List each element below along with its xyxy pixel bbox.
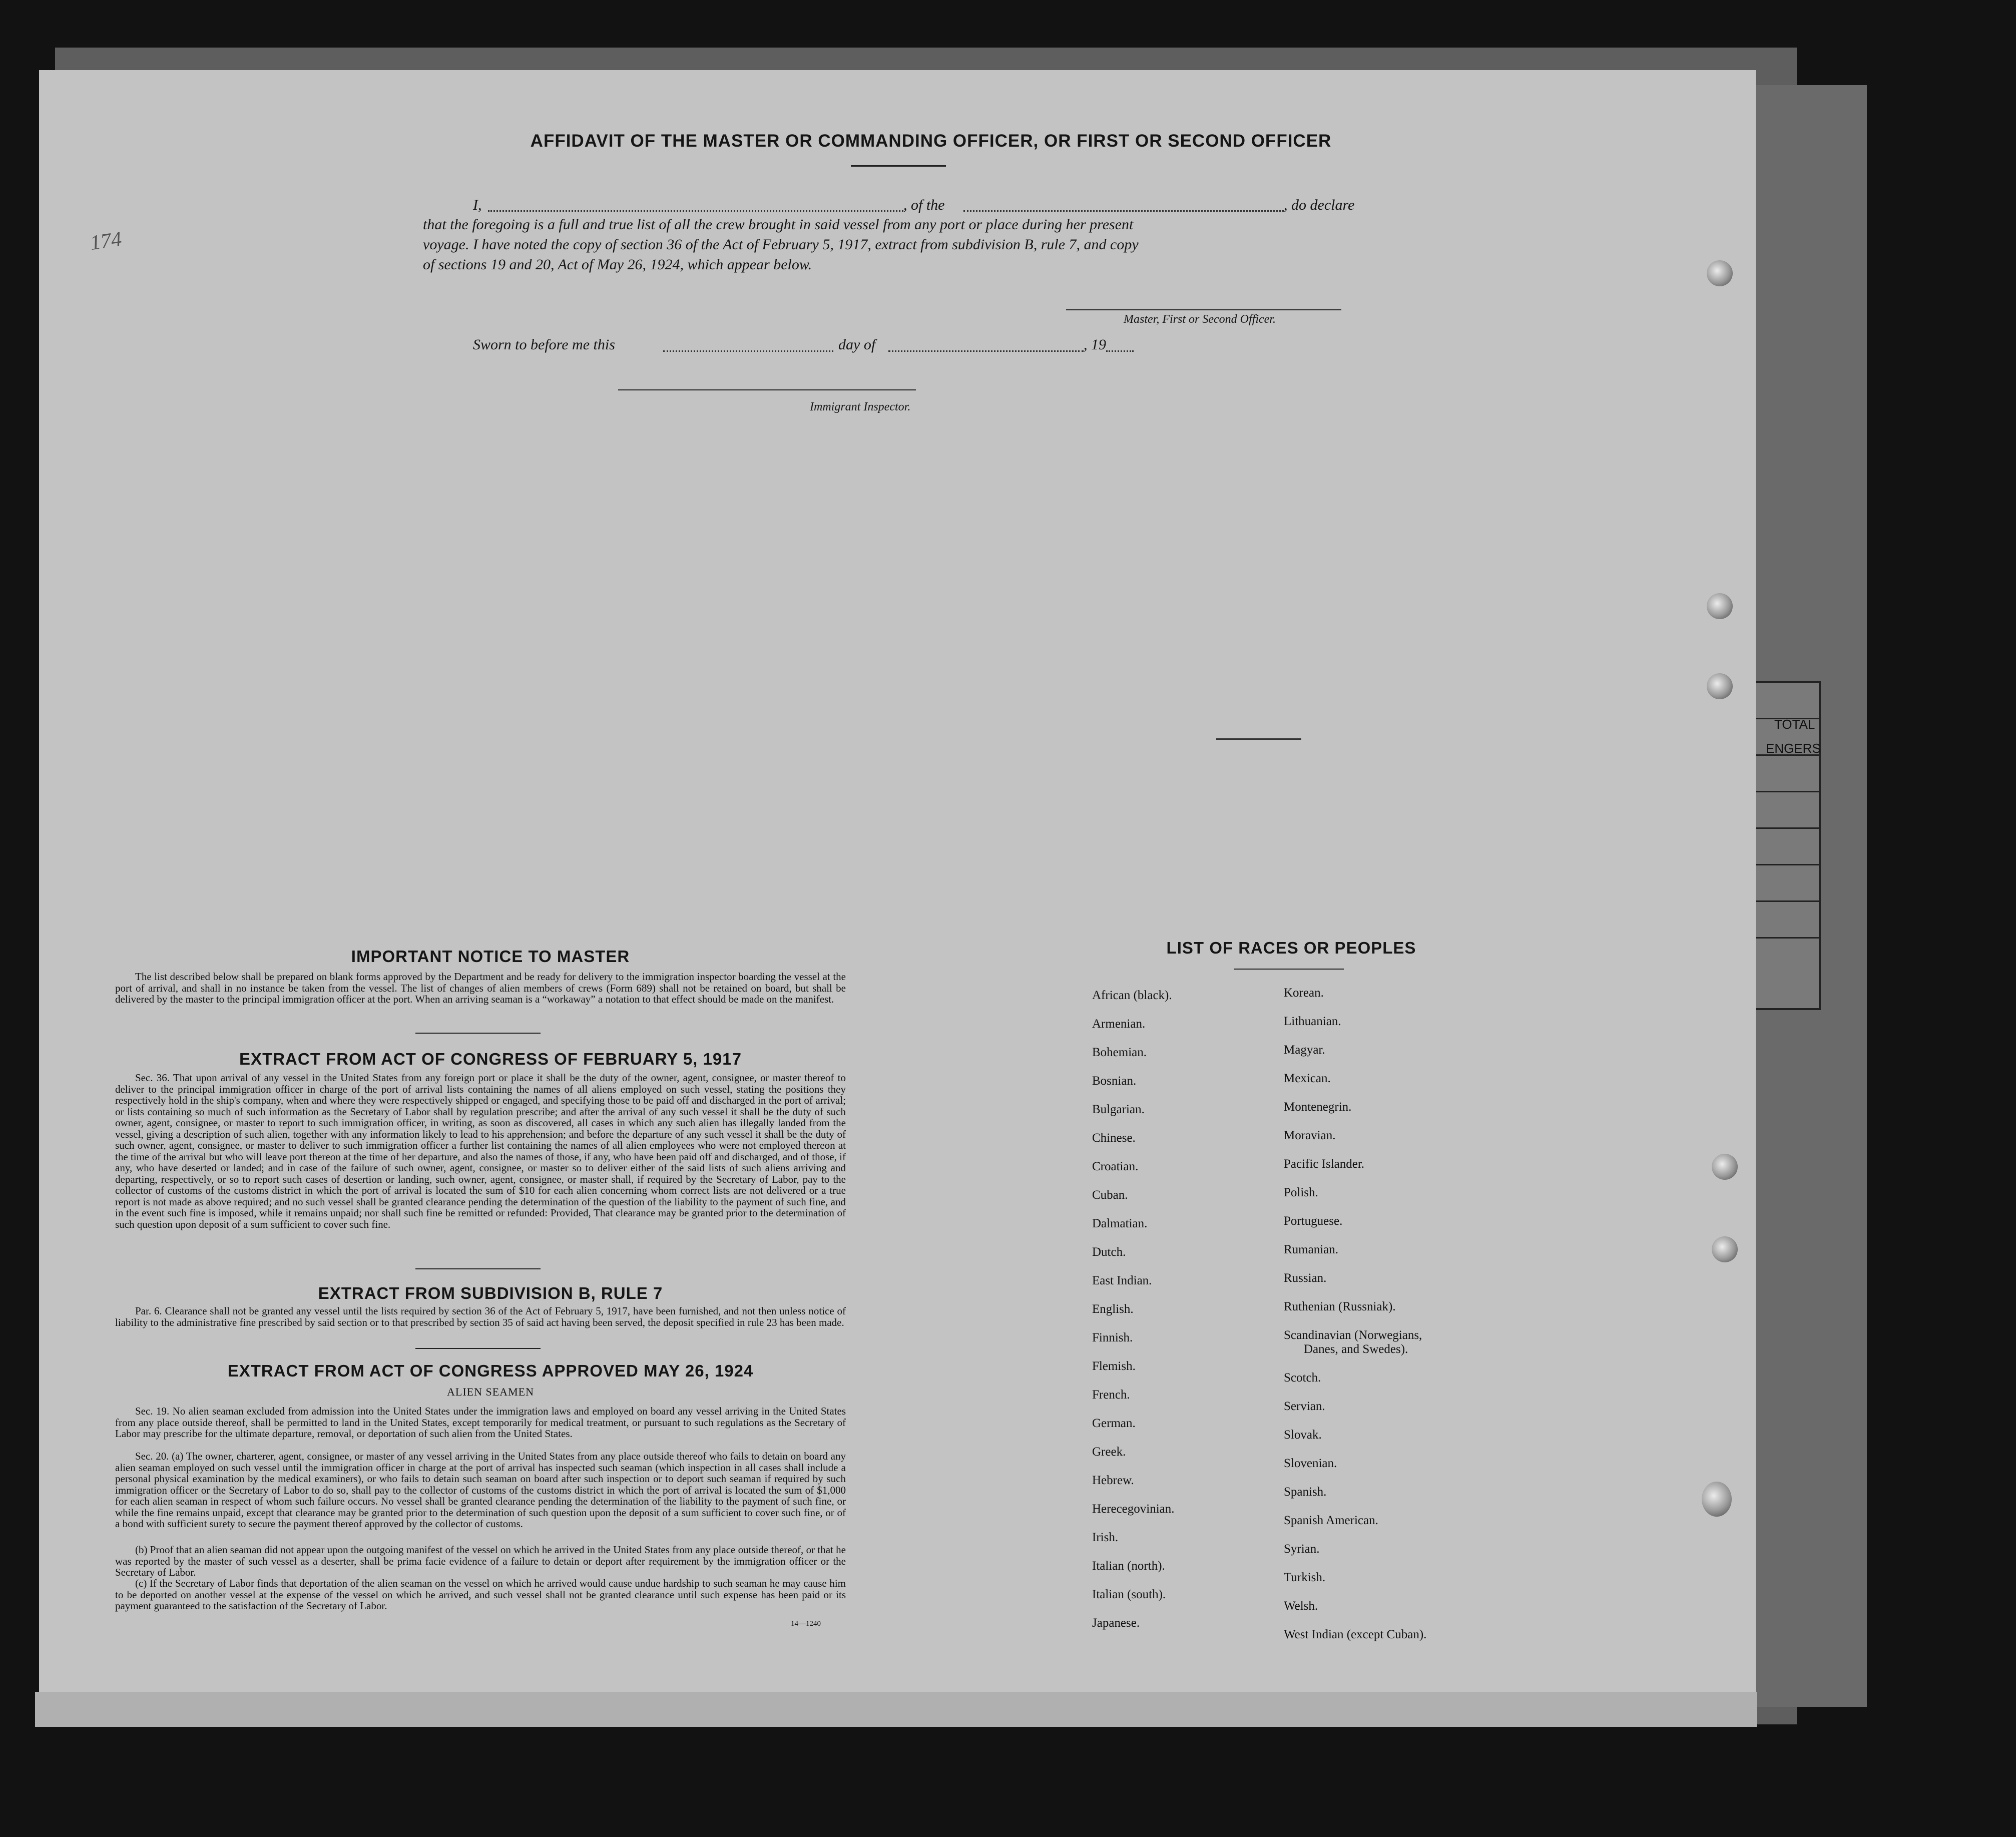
master-signature-line [1066,309,1341,310]
race-item: Danes, and Swedes). [1304,1342,1408,1356]
punch-hole [1712,1154,1738,1180]
sec20a-text: Sec. 20. (a) The owner, charterer, agent, consignee, or master of any vessel arriving in the United States from any place outside thereof who fails to detain on board any alien seaman employed on such vessel until the immigration officer in charge at the port of arrival has inspected such seaman (which inspection in all cases shall include a personal physical examination by the medical examiners), or who fails to detain such seaman on board after such inspection or to deport such seaman if required by such immigration officer or the Secretary of Labor to do so, shall pay to the collector of customs of the customs district in which the port of arrival is located the sum of $1,000 for each alien seaman in respect of whom such failure occurs. No vessel shall be granted clearance pending the determination of the liability to the payment of such fine, or while the fine remains unpaid, except that clearance may be granted prior to the determination of such question upon the deposit of a sum sufficient to cover such fine, or of a bond with sufficient surety to secure the payment thereof approved by the collector of customs. [115,1450,846,1530]
affidavit-of-the: , of the [903,197,945,213]
rule7-title: EXTRACT FROM SUBDIVISION B, RULE 7 [318,1284,663,1302]
race-item: Italian (south). [1092,1588,1166,1601]
race-item: West Indian (except Cuban). [1284,1628,1427,1641]
rule7-text: Par. 6. Clearance shall not be granted any vessel until the lists required by section 36 of the Act of February 5, 1917, have been furnished, and not then unless notice of liability to the administrative fine prescribed by said section or to that prescribed by section 35 of said act having been served, the deposit specified in rule 23 has been made. [115,1305,846,1328]
sec19-text: Sec. 19. No alien seaman excluded from admission into the United States under the immigration laws and employed on board any vessel arriving in the United States from any place outside thereof, shall be permitted to land in the United States, except temporarily for medical treatment, or pursuant to such regulations as the Secretary of Labor may prescribe for the ultimate departure, removal, or deportation of such alien from the United States. [115,1405,846,1440]
year-blank [1106,350,1134,352]
year-label: , 19 [1084,336,1106,353]
notice-text: The list described below shall be prepared on blank forms approved by the Department and be ready for delivery to the immigration inspector boarding the vessel at the port of arrival, and shall in no instance be taken from the vessel. The list of changes of alien members of crews (Form 689) shall not be retained on board, but shall be delivered by the master to the principal immigration officer at the port. When an arriving seaman is a “workaway” a notation to that effect should be made on the manifest. [115,971,846,1005]
race-item: East Indian. [1092,1274,1152,1287]
notice-rule [415,1033,541,1034]
stamp-total: TOTAL [1774,717,1815,732]
race-item: Turkish. [1284,1571,1326,1584]
race-item: Finnish. [1092,1331,1133,1344]
races-title: LIST OF RACES OR PEOPLES [1166,939,1416,957]
alien-seamen-subtitle: ALIEN SEAMEN [447,1386,534,1398]
affidavit-i: I, [473,197,482,213]
form-number: 14—1240 [791,1620,821,1628]
race-item: Cuban. [1092,1188,1128,1202]
race-item: African (black). [1092,989,1172,1002]
race-item: Ruthenian (Russniak). [1284,1300,1396,1313]
sec20c-text: (c) If the Secretary of Labor finds that deportation of the alien seaman on the vessel on which he arrived would cause undue hardship to such seaman he may cause him to be deported on another vessel at the expense of the vessel on which he arrived, and such vessel shall not be granted clearance until such expense has been paid or its payment guaranteed to the satisfaction of the Secretary of Labor. [115,1577,846,1612]
race-item: Croatian. [1092,1160,1139,1173]
race-item: Greek. [1092,1445,1126,1459]
race-item: Japanese. [1092,1616,1140,1630]
sworn-label: Sworn to before me this [473,336,615,353]
race-item: Mexican. [1284,1072,1331,1085]
race-item: Montenegrin. [1284,1100,1352,1114]
month-blank [888,350,1084,352]
race-item: Polish. [1284,1186,1318,1199]
race-item: Herecegovinian. [1092,1502,1175,1516]
punch-hole [1707,673,1733,699]
race-item: Spanish. [1284,1485,1327,1499]
extract-1917-title: EXTRACT FROM ACT OF CONGRESS OF FEBRUARY 5, 1917 [239,1050,742,1068]
race-item: Bohemian. [1092,1046,1147,1059]
inspector-signature-line [618,389,916,390]
race-item: Slovak. [1284,1428,1322,1442]
sworn-day-blank [663,350,833,352]
punch-hole [1707,593,1733,619]
race-item: Dalmatian. [1092,1217,1148,1230]
rule7-rule [415,1348,541,1349]
race-item: Welsh. [1284,1599,1318,1613]
race-item: Russian. [1284,1271,1327,1285]
races-rule [1234,969,1344,970]
punch-hole [1702,1482,1732,1517]
sec20b-text: (b) Proof that an alien seaman did not appear upon the outgoing manifest of the vessel on which he arrived in the United States from any place outside thereof, or that he was reported by the master of such vessel as a deserter, shall be prima facie evidence of a failure to detain or deport after requirement by the immigration officer or the Secretary of Labor. [115,1544,846,1578]
race-item: Dutch. [1092,1245,1126,1259]
race-item: Magyar. [1284,1043,1325,1057]
master-signature-label: Master, First or Second Officer. [1124,313,1276,326]
race-item: German. [1092,1417,1136,1430]
affidavit-line3: voyage. I have noted the copy of section 36 of the Act of February 5, 1917, extract from subdivision B, rule 7, and copy [423,236,1139,253]
race-item: Irish. [1092,1531,1119,1544]
race-item: Syrian. [1284,1542,1320,1556]
name-blank [488,210,903,212]
notice-title: IMPORTANT NOTICE TO MASTER [351,947,630,966]
day-of-label: day of [838,336,876,353]
page-bottom-edge [35,1692,1757,1727]
race-item: Rumanian. [1284,1243,1339,1256]
race-item: Pacific Islander. [1284,1157,1365,1171]
extract-1917-rule [415,1268,541,1269]
race-item: Scandinavian (Norwegians, [1284,1328,1422,1342]
race-item: Spanish American. [1284,1514,1378,1527]
race-item: Moravian. [1284,1129,1336,1142]
race-item: Italian (north). [1092,1559,1165,1573]
extract-1917-text: Sec. 36. That upon arrival of any vessel in the United States from any foreign port or place it shall be the duty of the owner, agent, consignee, or master thereof to deliver to the principal immigration officer in charge of the port of arrival lists containing the names of all aliens employed on such vessel, stating the positions they respectively hold in the ship's company, when and where they were respectively shipped or engaged, and specifying those to be paid off and discharged in the port of arrival; or lists containing so much of such information as the Secretary of Labor shall by regulation prescribe; and after the arrival of any such vessel it shall be the duty of such owner, agent, consignee, or master to report to such immigration officer, in writing, as soon as discovered, all cases in which any such alien has illegally landed from the vessel, giving a description of such alien, together with any information likely to lead to his apprehension; and before the departure of any such vessel it shall be the duty of such owner, agent, consignee, or master to deliver to such immigration officer a further list containing the names of all alien employees who were not employed thereon at the time of the arrival but who will leave port thereon at the time of her departure, and also the names of those, if any, who have been paid off and discharged, and of those, if any, who have deserted or landed; and in case of the failure of such owner, agent, consignee, or master so to deliver either of the said lists of such aliens arriving and departing, respectively, or so to report such cases of desertion or landing, such owner, agent, consignee, or master shall, if required by the Secretary of Labor, pay to the collector of customs of the customs district in which the port of arrival is located the sum of $10 for each alien concerning whom correct lists are not delivered or a true report is not made as above required; and no such vessel shall be granted clearance pending the determination of the question of the liability to the payment of such fine, and in the event such fine is imposed, while it remains unpaid; nor shall such fine be remitted or refunded: Provided, That clearance may be granted prior to the determination of such question upon deposit of a sum sufficient to cover such fine. [115,1072,846,1230]
race-item: Bosnian. [1092,1074,1137,1088]
race-item: Flemish. [1092,1359,1136,1373]
vessel-blank [963,210,1284,212]
race-item: Bulgarian. [1092,1103,1145,1116]
race-item: Korean. [1284,986,1324,1000]
inspector-label: Immigrant Inspector. [810,400,911,413]
race-item: French. [1092,1388,1130,1402]
affidavit-title: AFFIDAVIT OF THE MASTER OR COMMANDING OFFICER, OR FIRST OR SECOND OFFICER [530,131,1332,151]
punch-hole [1707,260,1733,286]
punch-hole [1712,1236,1738,1262]
title-rule [851,165,946,167]
margin-note: 174 [89,227,123,255]
race-item: Portuguese. [1284,1214,1343,1228]
affidavit-line2: that the foregoing is a full and true list of all the crew brought in said vessel from any port or place during her present [423,216,1134,233]
race-item: Scotch. [1284,1371,1321,1385]
stray-mark [1216,738,1301,740]
race-item: English. [1092,1302,1134,1316]
race-item: Lithuanian. [1284,1015,1341,1028]
race-item: Chinese. [1092,1131,1136,1145]
extract-1924-title: EXTRACT FROM ACT OF CONGRESS APPROVED MAY 26, 1924 [227,1361,754,1380]
affidavit-line4: of sections 19 and 20, Act of May 26, 1924, which appear below. [423,256,812,273]
race-item: Slovenian. [1284,1457,1337,1470]
race-item: Hebrew. [1092,1474,1134,1487]
race-item: Armenian. [1092,1017,1146,1031]
affidavit-do-declare: , do declare [1284,197,1355,213]
bleed-through-text [380,138,387,163]
stamp-passengers: ENGERS [1766,741,1821,756]
race-item: Servian. [1284,1400,1325,1413]
